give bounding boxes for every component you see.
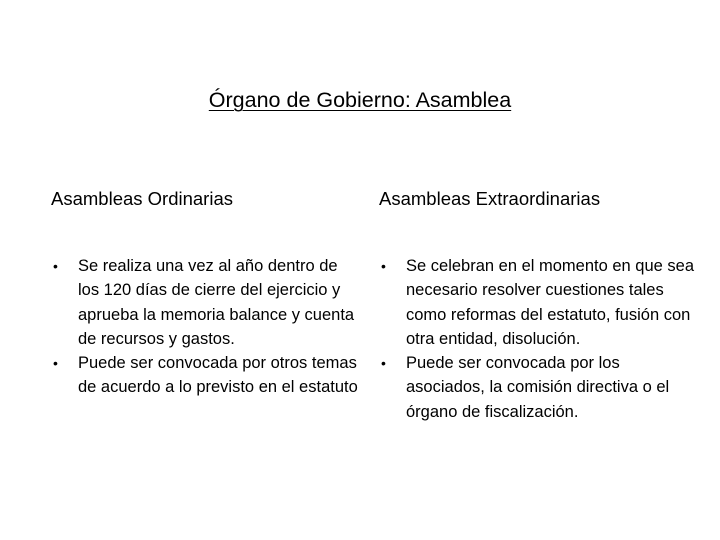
bullet-item xyxy=(51,351,363,400)
bullet-list-ordinarias xyxy=(51,254,363,400)
bullet-icon: • xyxy=(381,258,386,274)
bullet-text: Se celebran en el momento en que sea necesario resolver cuestiones tales como reformas del estatuto, fusión con otra entidad, disolución. xyxy=(406,257,695,348)
bullet-item xyxy=(379,351,699,424)
column-heading-ordinarias: Asambleas Ordinarias xyxy=(51,188,233,209)
bullet-icon: • xyxy=(53,355,58,372)
bullet-text: Se realiza una vez al año dentro de los 120 días de cierre del ejercicio y aprueba la memoria balance y cuenta de recursos y gastos. xyxy=(78,257,355,348)
column-ordinarias xyxy=(51,186,363,400)
column-heading-extraordinarias: Asambleas Extraordinarias xyxy=(379,188,601,209)
bullet-item xyxy=(51,254,363,351)
bullet-text: Puede ser convocada por otros temas de acuerdo a lo previsto en el estatuto xyxy=(78,354,358,397)
bullet-item xyxy=(379,254,699,351)
column-extraordinarias xyxy=(379,186,699,424)
bullet-text: Puede ser convocada por los asociados, la comisión directiva o el órgano de fiscalización. xyxy=(406,354,670,421)
slide-title: Órgano de Gobierno: Asamblea xyxy=(208,88,512,112)
bullet-icon: • xyxy=(381,355,386,372)
bullet-icon: • xyxy=(53,258,58,274)
bullet-list-extraordinarias xyxy=(379,254,699,424)
